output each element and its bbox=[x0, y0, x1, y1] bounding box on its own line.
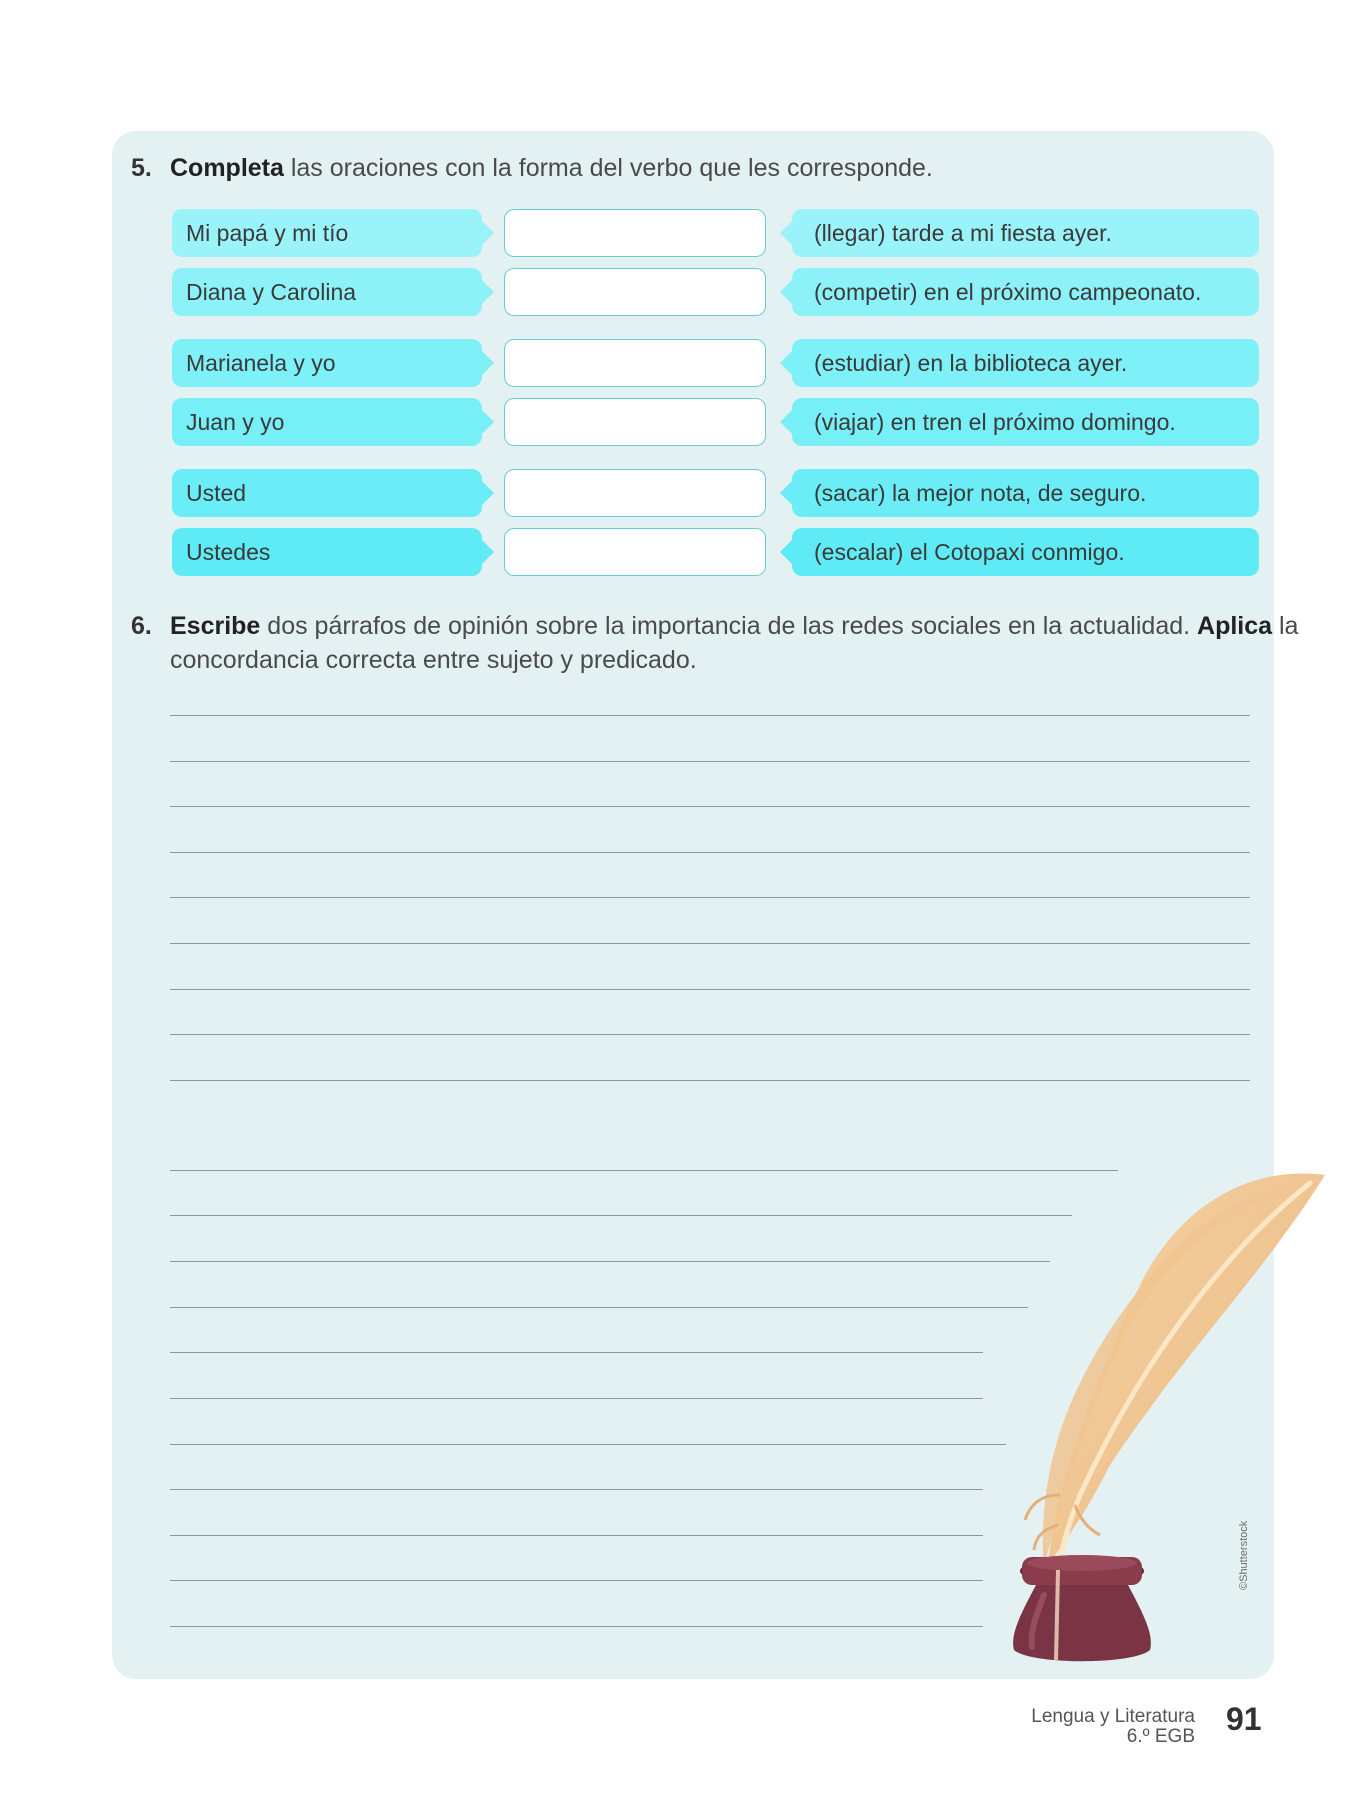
sentence-predicate: (llegar) tarde a mi fiesta ayer. bbox=[792, 209, 1259, 257]
writing-line[interactable] bbox=[170, 1034, 1250, 1035]
sentence-row bbox=[0, 528, 1350, 576]
sentence-row bbox=[0, 268, 1350, 316]
sentence-row bbox=[0, 398, 1350, 446]
verb-answer-box[interactable] bbox=[504, 469, 766, 517]
writing-line[interactable] bbox=[170, 806, 1250, 807]
writing-line[interactable] bbox=[170, 1535, 983, 1536]
exercise-5-text: las oraciones con la forma del verbo que les corresponde. bbox=[283, 154, 933, 182]
sentence-subject: Juan y yo bbox=[172, 398, 482, 446]
sentence-predicate: (escalar) el Cotopaxi conmigo. bbox=[792, 528, 1259, 576]
exercise-6-number: 6. bbox=[131, 612, 152, 640]
exercise-6-verb-aplica: Aplica bbox=[1197, 612, 1273, 640]
verb-answer-box[interactable] bbox=[504, 268, 766, 316]
writing-line[interactable] bbox=[170, 715, 1250, 716]
exercise-6-instruction bbox=[131, 609, 1299, 674]
writing-line[interactable] bbox=[170, 1489, 983, 1490]
writing-line[interactable] bbox=[170, 1580, 983, 1581]
sentence-row bbox=[0, 339, 1350, 387]
footer-grade: 6.º EGB bbox=[1126, 1726, 1195, 1747]
ink-bottle bbox=[1013, 1555, 1151, 1661]
writing-line[interactable] bbox=[170, 1352, 983, 1353]
sentence-subject: Marianela y yo bbox=[172, 339, 482, 387]
writing-line[interactable] bbox=[170, 989, 1250, 990]
footer-subject: Lengua y Literatura bbox=[1031, 1706, 1195, 1727]
sentence-subject: Diana y Carolina bbox=[172, 268, 482, 316]
verb-answer-box[interactable] bbox=[504, 209, 766, 257]
exercise-5-verb: Completa bbox=[170, 154, 284, 182]
writing-line[interactable] bbox=[170, 897, 1250, 898]
sentence-predicate: (sacar) la mejor nota, de seguro. bbox=[792, 469, 1259, 517]
writing-line[interactable] bbox=[170, 761, 1250, 762]
footer-book-info bbox=[1031, 1707, 1195, 1747]
writing-line[interactable] bbox=[170, 852, 1250, 853]
writing-line[interactable] bbox=[170, 1444, 1006, 1445]
writing-line[interactable] bbox=[170, 1398, 983, 1399]
verb-answer-box[interactable] bbox=[504, 398, 766, 446]
writing-line[interactable] bbox=[170, 943, 1250, 944]
sentence-row bbox=[0, 209, 1350, 257]
page-number: 91 bbox=[1226, 1701, 1262, 1737]
writing-line[interactable] bbox=[170, 1307, 1028, 1308]
quill-ink-illustration bbox=[1000, 1165, 1340, 1670]
exercise-5-number: 5. bbox=[131, 154, 152, 182]
sentence-subject: Usted bbox=[172, 469, 482, 517]
image-credit: ©Shutterstock bbox=[1238, 1520, 1250, 1590]
writing-line[interactable] bbox=[170, 1261, 1050, 1262]
exercise-5-instruction bbox=[131, 151, 933, 185]
verb-answer-box[interactable] bbox=[504, 528, 766, 576]
sentence-subject: Ustedes bbox=[172, 528, 482, 576]
sentence-predicate: (estudiar) en la biblioteca ayer. bbox=[792, 339, 1259, 387]
writing-line[interactable] bbox=[170, 1080, 1250, 1081]
sentence-subject: Mi papá y mi tío bbox=[172, 209, 482, 257]
exercise-6-text-line-2: concordancia correcta entre sujeto y predicado. bbox=[170, 646, 697, 674]
exercise-6-text-1: dos párrafos de opinión sobre la importancia de las redes sociales en la actualidad. bbox=[260, 612, 1198, 640]
exercise-6-text-2: la bbox=[1272, 612, 1299, 640]
verb-answer-box[interactable] bbox=[504, 339, 766, 387]
sentence-predicate: (viajar) en tren el próximo domingo. bbox=[792, 398, 1259, 446]
exercise-6-verb-escribe: Escribe bbox=[170, 612, 261, 640]
writing-line[interactable] bbox=[170, 1626, 983, 1627]
sentence-predicate: (competir) en el próximo campeonato. bbox=[792, 268, 1259, 316]
sentence-row bbox=[0, 469, 1350, 517]
writing-line[interactable] bbox=[170, 1170, 1118, 1171]
writing-line[interactable] bbox=[170, 1215, 1072, 1216]
